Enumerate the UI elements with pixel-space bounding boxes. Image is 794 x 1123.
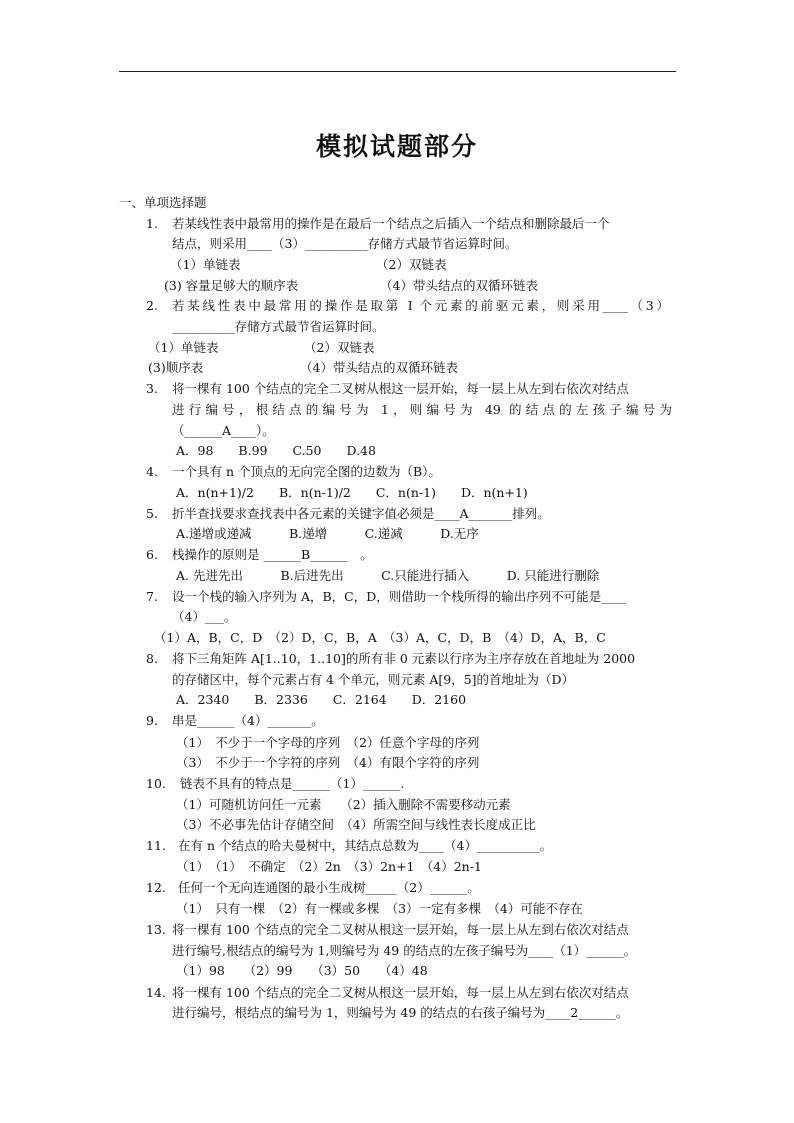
question-number: 13. [146,922,166,937]
question-text: 设一个栈的输入序列为 A，B，C，D，则借助一个栈所得的输出序列不可能是____ [172,589,627,604]
question-number: 1. [146,216,158,231]
question-number: 4. [146,464,158,479]
answer-option: （2）双链表 [304,340,375,355]
question-text: 进行编号，根结点的编号为 1，则编号为 49 的结点的左孩子编号为 [172,402,672,417]
answer-option: A. 先进先出 B.后进先出 C.只能进行插入 D. 只能进行删除 [176,568,600,583]
page-title: 模拟试题部分 [315,132,478,161]
question-text: 链表不具有的特点是______（1）______. [180,776,405,791]
question-text: 栈操作的原则是 ______B______ 。 [172,547,373,562]
answer-option: （2）双链表 [376,257,447,272]
question-text: 折半查找要求查找表中各元素的关键字值必须是____A_______排列。 [172,506,550,521]
question-text: __________存储方式最节省运算时间。 [172,319,385,334]
question-number: 5. [146,506,158,521]
answer-option: （1） （1） 不确定 （2）2n （3）2n+1 （4）2n-1 [176,859,482,874]
answer-option: （1）单链表 [148,340,219,355]
question-text: 将一棵有 100 个结点的完全二叉树从根这一层开始，每一层上从左到右依次对结点 [172,985,629,1000]
section-heading: 一、单项选择题 [119,195,207,210]
question-text: 将一棵有 100 个结点的完全二叉树从根这一层开始，每一层上从左到右依次对结点 [172,922,629,937]
answer-option: （1） 不少于一个字母的序列 （2）任意个字母的序列 [176,735,480,750]
answer-option: A．98 B.99 C.50 D.48 [176,443,376,458]
question-text: 若某线性表中最常用的操作是在最后一个结点之后插入一个结点和删除最后一个 [172,216,610,231]
answer-option: （1）A，B，C，D （2）D，C，B，A （3）A，C，D，B （4）D，A，B，C [154,630,606,645]
answer-option: （4）带头结点的双循环链表 [380,278,538,293]
question-number: 12. [146,880,166,895]
answer-option: （4）带头结点的双循环链表 [300,360,458,375]
answer-option: （3） 不少于一个字符的序列 （4）有限个字符的序列 [176,755,480,770]
question-text: 一个具有 n 个顶点的无向完全图的边数为（B）。 [172,464,441,479]
question-text: 若某线性表中最常用的操作是取第 I 个元素的前驱元素，则采用____（3） [172,298,669,313]
answer-option: (3)顺序表 [148,360,204,375]
answer-option: （1）可随机访问任一元素 （2）插入删除不需要移动元素 [176,797,511,812]
question-text: 将下三角矩阵 A[1..10，1..10]的所有非 0 元素以行序为主序存放在首地址为 2000 [172,651,636,666]
question-text: 任何一个无向连通图的最小生成树_____（2）______。 [178,880,480,895]
answer-option: A．2340 B．2336 C．2164 D．2160 [176,692,467,707]
answer-option: （3）不必事先估计存储空间 （4）所需空间与线性表长度成正比 [176,817,536,832]
question-number: 9. [146,713,158,728]
question-text: （______A____）。 [172,423,275,438]
answer-option: A．n(n+1)/2 B．n(n-1)/2 C．n(n-1) D．n(n+1) [176,485,528,500]
question-text: 的存储区中，每个元素占有 4 个单元，则元素 A[9，5]的首地址为（D） [172,672,575,687]
question-text: 进行编号,根结点的编号为 1,则编号为 49 的结点的左孩子编号为____（1）______。 [172,943,637,958]
question-text: （4）___。 [172,609,237,624]
question-text: 将一棵有 100 个结点的完全二叉树从根这一层开始，每一层上从左到右依次对结点 [172,381,629,396]
answer-option: A.递增或递减 B.递增 C.递减 D.无序 [176,526,479,541]
question-text: 串是______（4）_______。 [172,713,324,728]
header-rule [119,71,676,72]
question-number: 10. [146,776,166,791]
answer-option: （1） 只有一棵 （2）有一棵或多棵 （3）一定有多棵 （4）可能不存在 [176,901,583,916]
answer-option: （1）98 （2）99 （3）50 （4）48 [176,963,428,978]
question-text: 在有 n 个结点的哈夫曼树中，其结点总数为____（4）__________。 [178,838,552,853]
question-number: 3. [146,381,158,396]
question-number: 8. [146,651,158,666]
question-text: 进行编号，根结点的编号为 1，则编号为 49 的结点的右孩子编号为____2______。 [172,1005,629,1020]
question-number: 14. [146,985,166,1000]
question-number: 6. [146,547,158,562]
answer-option: （1）单链表 [170,257,241,272]
question-text: 结点，则采用____（3）__________存储方式最节省运算时间。 [172,236,518,251]
question-number: 11. [146,838,166,853]
question-number: 7. [146,589,158,604]
question-number: 2. [146,298,158,313]
answer-option: (3) 容量足够大的顺序表 [164,278,299,293]
